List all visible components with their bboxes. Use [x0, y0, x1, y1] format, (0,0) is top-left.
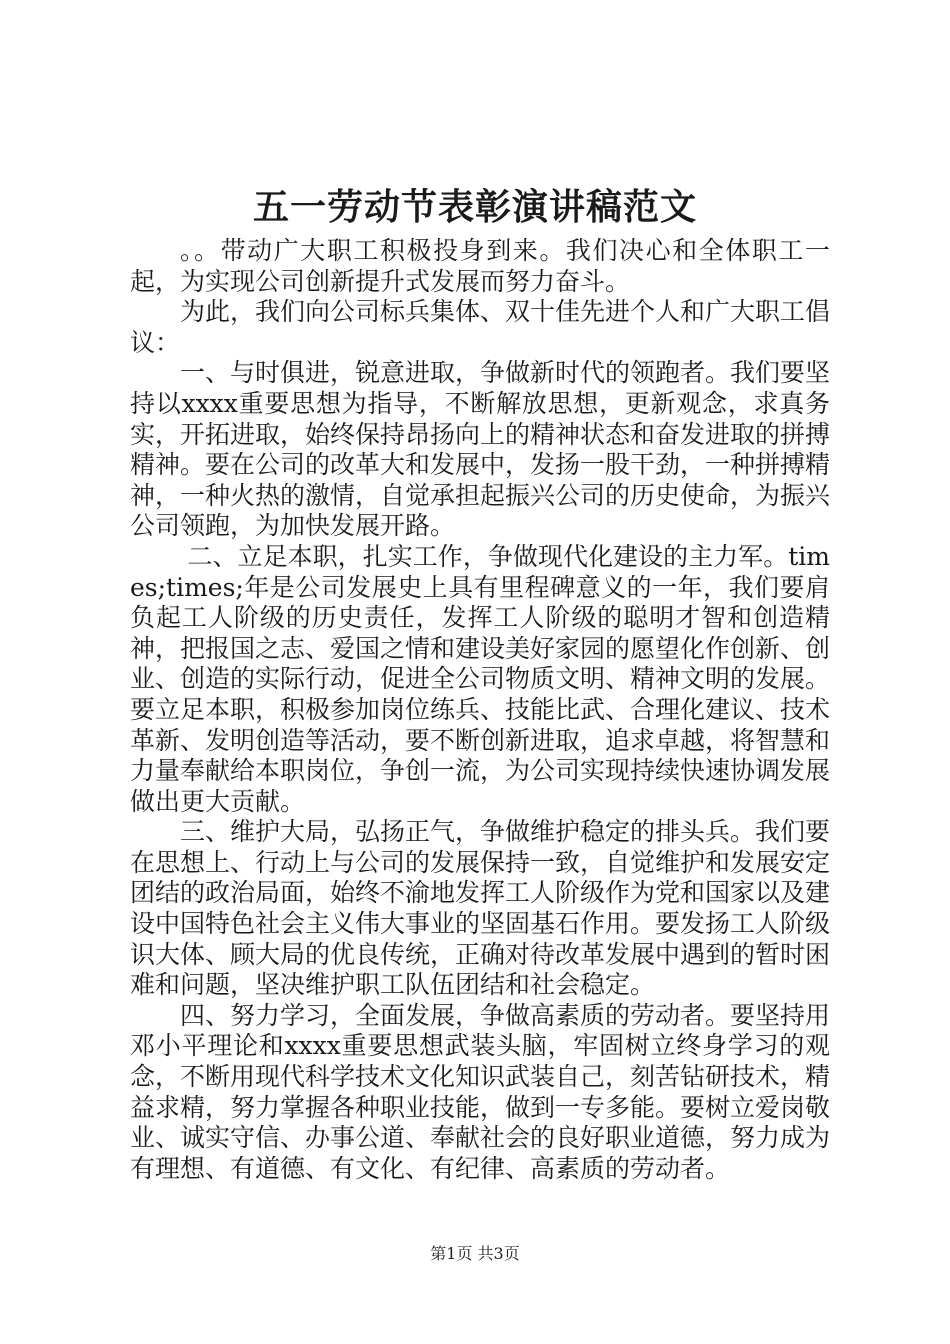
paragraph-item-1: 一、与时俱进，锐意进取，争做新时代的领跑者。我们要坚持以xxxx重要思想为指导，不断解放思想，更新观念，求真务实，开拓进取，始终保持昂扬向上的精神状态和奋发进取的拼搏精神。要在公司的改革大和发展中，发扬一股干劲，一种拼搏精神，一种火热的激情，自觉承担起振兴公司的历史使命，为振兴公司领跑，为加快发展开路。	[130, 358, 831, 541]
page-footer: 第1页 共3页	[430, 1244, 520, 1263]
document-title: 五一劳动节表彰演讲稿范文	[252, 186, 697, 228]
paragraph-intro: 。。带动广大职工积极投身到来。我们决心和全体职工一起，为实现公司创新提升式发展而努力奋斗。	[130, 236, 830, 296]
document-body	[130, 236, 830, 1184]
paragraph-item-3: 三、维护大局，弘扬正气，争做维护稳定的排头兵。我们要在思想上、行动上与公司的发展保持一致，自觉维护和发展安定团结的政治局面，始终不渝地发挥工人阶级作为党和国家以及建设中国特色社会主义伟大事业的坚固基石作用。要发扬工人阶级识大体、顾大局的优良传统，正确对待改革发展中遇到的暂时困难和问题，坚决维护职工队伍团结和社会稳定。	[130, 817, 831, 1000]
paragraph-item-4: 四、努力学习，全面发展，争做高素质的劳动者。要坚持用邓小平理论和xxxx重要思想武装头脑，牢固树立终身学习的观念，不断用现代科学技术文化知识武装自己，刻苦钻研技术，精益求精，努力掌握各种职业技能，做到一专多能。要树立爱岗敬业、诚实守信、办事公道、奉献社会的良好职业道德，努力成为有理想、有道德、有文化、有纪律、高素质的劳动者。	[130, 1000, 831, 1183]
paragraph-proposal: 为此，我们向公司标兵集体、双十佳先进个人和广大职工倡议：	[130, 297, 831, 357]
paragraph-item-2: 二、立足本职，扎实工作，争做现代化建设的主力军。times;times;年是公司发展史上具有里程碑意义的一年，我们要肩负起工人阶级的历史责任，发挥工人阶级的聪明才智和创造精神，把报国之志、爱国之情和建设美好家园的愿望化作创新、创业、创造的实际行动，促进全公司物质文明、精神文明的发展。要立足本职，积极参加岗位练兵、技能比武、合理化建议、技术革新、发明创造等活动，要不断创新进取，追求卓越，将智慧和力量奉献给本职岗位，争创一流，为公司实现持续快速协调发展做出更大贡献。	[130, 541, 831, 816]
